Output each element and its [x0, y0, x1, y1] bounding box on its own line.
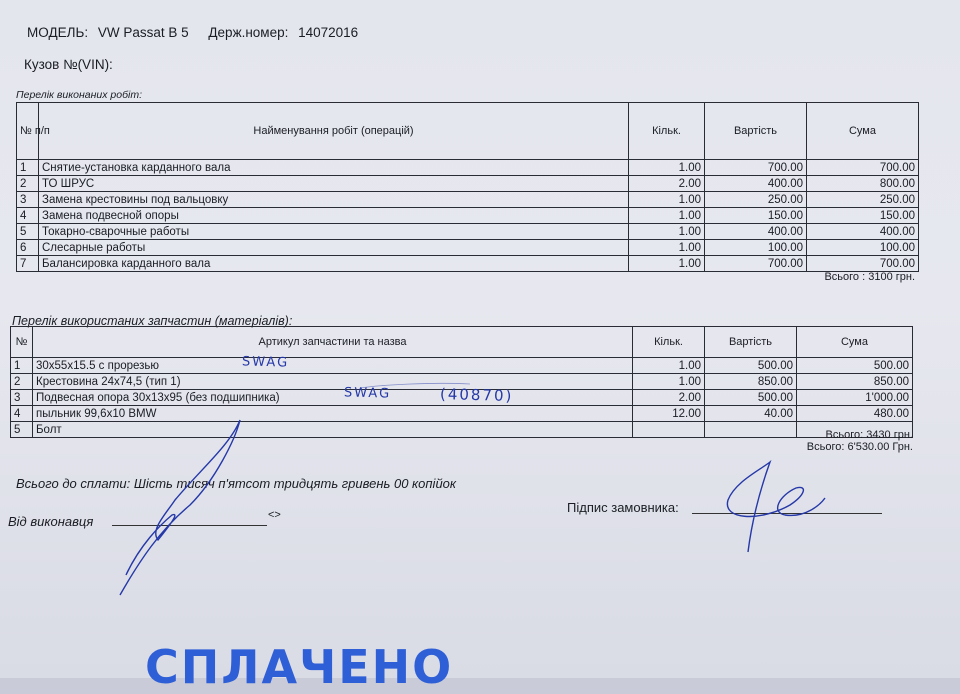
- cell-qty: 1.00: [633, 358, 705, 374]
- plate-value: 14072016: [298, 25, 359, 40]
- cell-name: Токарно-сварочные работы: [39, 224, 629, 240]
- cell-sum: 480.00: [797, 406, 913, 422]
- cell-qty: 1.00: [629, 208, 705, 224]
- customer-label: Підпис замовника:: [567, 500, 679, 515]
- cell-name: Болт: [33, 422, 633, 438]
- cell-number: 4: [11, 406, 33, 422]
- customer-signature: [727, 462, 825, 552]
- cell-price: 400.00: [705, 176, 807, 192]
- grand-total: Всього: 6'530.00 Грн.: [806, 441, 913, 453]
- cell-number: 2: [17, 176, 39, 192]
- handwritten-note-2: SWAG: [343, 385, 392, 402]
- cell-qty: [633, 422, 705, 438]
- cell-price: 250.00: [705, 192, 807, 208]
- table-row: [17, 208, 919, 224]
- cell-number: 3: [11, 390, 33, 406]
- cell-qty: 1.00: [629, 160, 705, 176]
- cell-price: 100.00: [705, 240, 807, 256]
- table-row: [17, 160, 919, 176]
- works-col-qty: Кільк.: [629, 103, 705, 160]
- cell-name: пыльник 99,6х10 BMW: [33, 406, 633, 422]
- executor-signature-line: [112, 525, 267, 526]
- cell-number: 4: [17, 208, 39, 224]
- amount-in-words: Всього до сплати: Шість тисяч п'ятсот тридцять гривень 00 копійок: [16, 476, 457, 491]
- cell-number: 2: [11, 374, 33, 390]
- works-col-number: № п/п: [17, 103, 39, 160]
- works-col-price: Вартість: [705, 103, 807, 160]
- parts-col-price: Вартість: [705, 327, 797, 358]
- cell-qty: 1.00: [629, 192, 705, 208]
- works-col-name: Найменування робіт (операцій): [39, 103, 629, 160]
- paid-stamp: СПЛАЧЕНО: [145, 640, 454, 694]
- cell-sum: 800.00: [807, 176, 919, 192]
- executor-tail: <>: [268, 509, 281, 521]
- parts-table: [10, 326, 913, 438]
- cell-price: 850.00: [705, 374, 797, 390]
- handwritten-note-3: (40870): [439, 385, 514, 405]
- parts-total: Всього: 3430 грн.: [825, 429, 913, 441]
- cell-name: Балансировка карданного вала: [39, 256, 629, 272]
- cell-qty: 1.00: [633, 374, 705, 390]
- cell-sum: 100.00: [807, 240, 919, 256]
- cell-sum: 250.00: [807, 192, 919, 208]
- cell-name: Слесарные работы: [39, 240, 629, 256]
- works-title: Перелік виконаних робіт:: [16, 89, 143, 101]
- cell-number: 1: [17, 160, 39, 176]
- cell-qty: 2.00: [629, 176, 705, 192]
- cell-price: 40.00: [705, 406, 797, 422]
- works-col-sum: Сума: [807, 103, 919, 160]
- table-row: [17, 256, 919, 272]
- cell-sum: 700.00: [807, 256, 919, 272]
- cell-number: 3: [17, 192, 39, 208]
- cell-qty: 12.00: [633, 406, 705, 422]
- cell-number: 1: [11, 358, 33, 374]
- works-table: [16, 102, 919, 272]
- parts-col-sum: Сума: [797, 327, 913, 358]
- cell-name: Снятие-установка карданного вала: [39, 160, 629, 176]
- customer-signature-line: [692, 513, 882, 514]
- works-header-row: [17, 103, 919, 160]
- model-value: VW Passat B 5: [97, 25, 189, 40]
- cell-number: 5: [17, 224, 39, 240]
- cell-name: Замена подвесной опоры: [39, 208, 629, 224]
- parts-col-number: №: [11, 327, 33, 358]
- cell-sum: 850.00: [797, 374, 913, 390]
- handwritten-note-1: SWAG: [241, 354, 290, 371]
- cell-name: ТО ШРУС: [39, 176, 629, 192]
- cell-price: 700.00: [705, 160, 807, 176]
- table-row: [17, 224, 919, 240]
- model-label: МОДЕЛЬ:: [27, 25, 89, 40]
- cell-price: 500.00: [705, 390, 797, 406]
- cell-price: 500.00: [705, 358, 797, 374]
- table-row: [17, 240, 919, 256]
- executor-label: Від виконавця: [8, 514, 94, 529]
- cell-sum: 1'000.00: [797, 390, 913, 406]
- cell-number: 7: [17, 256, 39, 272]
- table-row: [11, 406, 913, 422]
- parts-header-row: [11, 327, 913, 358]
- cell-sum: 400.00: [807, 224, 919, 240]
- parts-col-qty: Кільк.: [633, 327, 705, 358]
- cell-qty: 2.00: [633, 390, 705, 406]
- parts-title: Перелік використаних запчастин (матеріалів):: [12, 314, 293, 328]
- cell-price: 400.00: [705, 224, 807, 240]
- cell-name: Крестовина 24х74,5 (тип 1): [33, 374, 633, 390]
- cell-name: 30х55х15.5 с прорезью: [33, 358, 633, 374]
- table-row: [17, 192, 919, 208]
- cell-sum: 500.00: [797, 358, 913, 374]
- parts-col-name: Артикул запчастини та назва: [33, 327, 633, 358]
- table-row: [17, 176, 919, 192]
- plate-label: Держ.номер:: [208, 25, 289, 40]
- cell-sum: 700.00: [807, 160, 919, 176]
- cell-price: 700.00: [705, 256, 807, 272]
- cell-number: 6: [17, 240, 39, 256]
- vin-label: Кузов №(VIN):: [24, 57, 113, 72]
- cell-qty: 1.00: [629, 240, 705, 256]
- cell-price: 150.00: [705, 208, 807, 224]
- cell-name: Замена крестовины под вальцовку: [39, 192, 629, 208]
- cell-number: 5: [11, 422, 33, 438]
- cell-sum: 150.00: [807, 208, 919, 224]
- cell-name: Подвесная опора 30х13х95 (без подшипника): [33, 390, 633, 406]
- header-line: [27, 25, 364, 40]
- executor-signature: [120, 420, 240, 595]
- works-total: Всього : 3100 грн.: [824, 271, 915, 283]
- cell-qty: 1.00: [629, 256, 705, 272]
- table-row: [11, 358, 913, 374]
- cell-qty: 1.00: [629, 224, 705, 240]
